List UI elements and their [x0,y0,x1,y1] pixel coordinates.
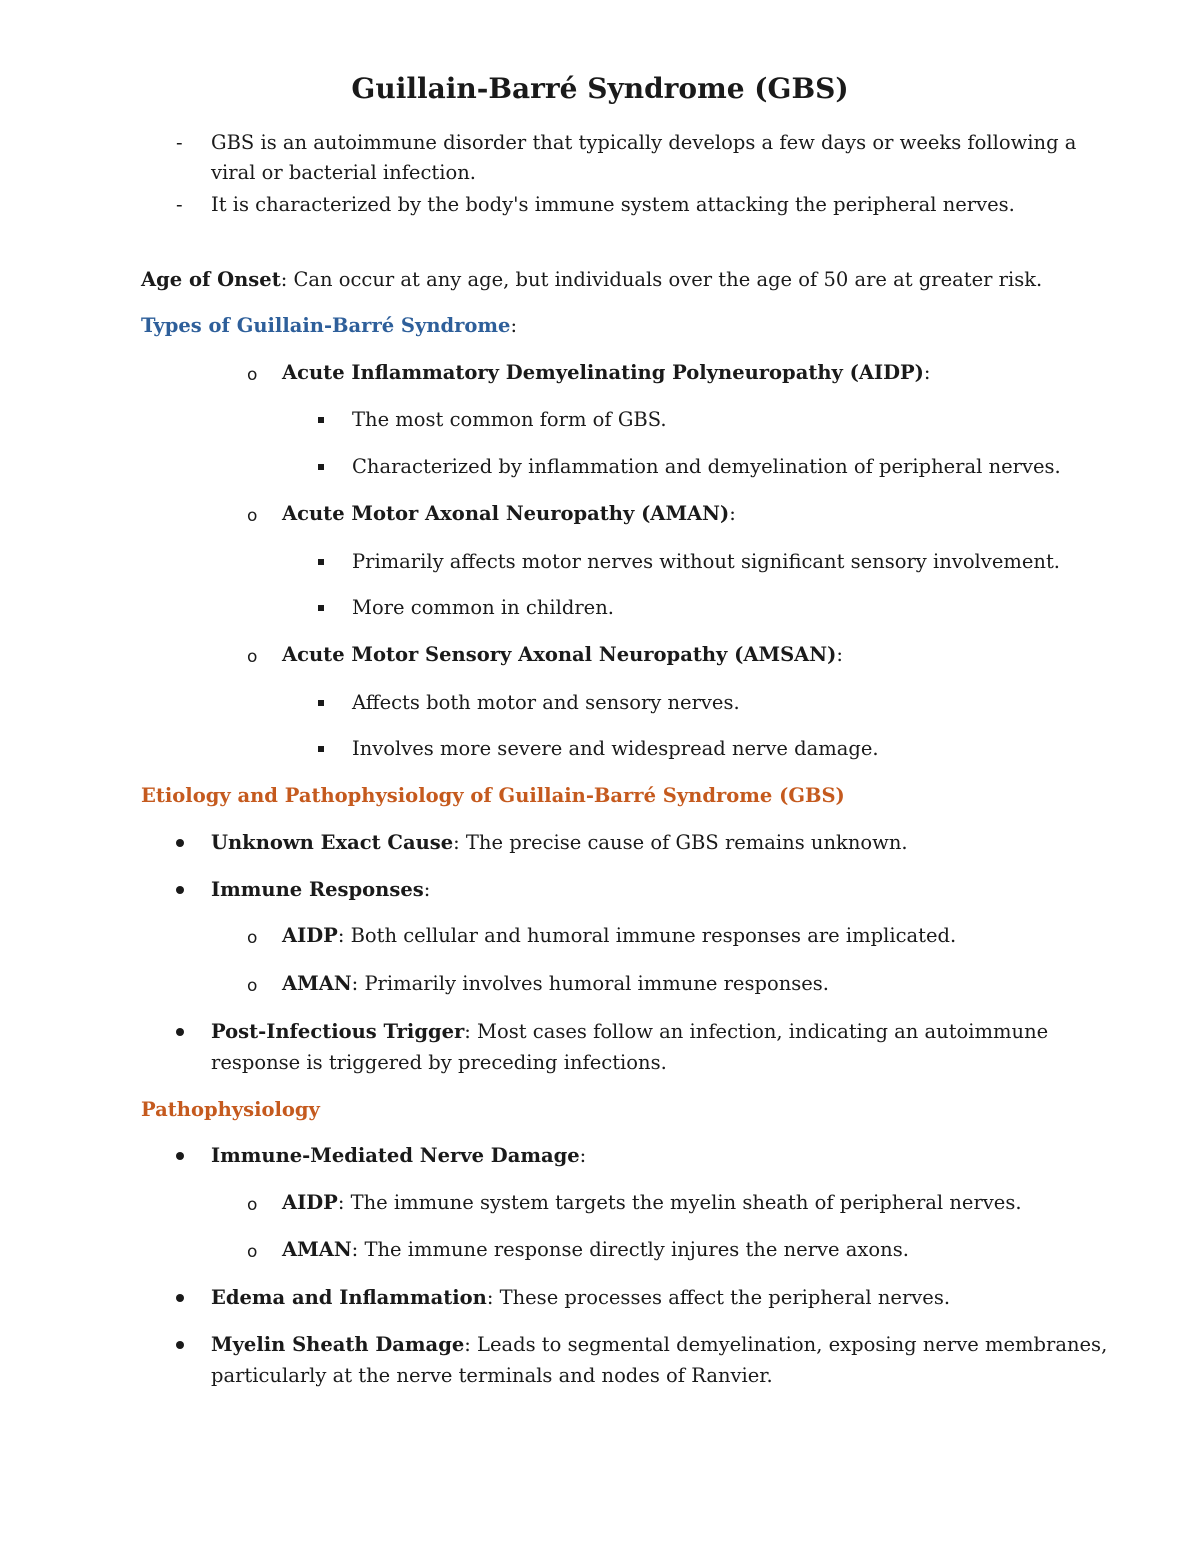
damage-sub-aidp-text: : The immune system targets the myelin sheath of peripheral nerves. [337,1191,1022,1214]
aman-point-2: More common in children. [352,596,614,619]
document-title: Guillain-Barré Syndrome (GBS) [351,72,849,105]
damage-sub-aman-label: AMAN [282,1238,352,1261]
immune-label: Immune Responses [211,878,424,901]
ring-bullet: o [247,976,258,996]
disc-bullet [176,839,184,847]
type-amsan-suffix: : [836,643,843,666]
type-aman-suffix: : [729,502,736,525]
type-amsan [282,640,843,670]
trigger-text: : Most cases follow an infection, indicating an autoimmune [464,1020,1049,1043]
damage-sub-aman-text: : The immune response directly injures the nerve axons. [351,1238,909,1261]
age-label: Age of Onset [141,268,281,291]
square-bullet [318,417,324,423]
edema-text: : These processes affect the peripheral nerves. [486,1286,951,1309]
dash-marker: - [176,131,183,154]
etiology-cause [211,828,908,858]
type-aidp-name: Acute Inflammatory Demyelinating Polyneuropathy (AIDP) [282,361,924,384]
patho-myelin [211,1330,1107,1360]
etiology-heading: Etiology and Pathophysiology of Guillain-Barré Syndrome (GBS) [141,784,845,807]
patho-damage [211,1141,586,1171]
immune-sub-aidp-label: AIDP [282,924,338,947]
trigger-text-2: response is triggered by preceding infections. [211,1051,667,1074]
types-heading-text: Types of Guillain-Barré Syndrome [141,314,511,337]
type-aman [282,499,736,529]
aman-point-1: Primarily affects motor nerves without significant sensory involvement. [352,550,1060,573]
type-amsan-name: Acute Motor Sensory Axonal Neuropathy (AMSAN) [282,643,837,666]
myelin-text-2: particularly at the nerve terminals and nodes of Ranvier. [211,1364,773,1387]
intro-text-1a: GBS is an autoimmune disorder that typically develops a few days or weeks following a [211,131,1077,154]
immune-sub-aman-text: : Primarily involves humoral immune responses. [351,972,830,995]
square-bullet [318,464,324,470]
disc-bullet [176,1152,184,1160]
etiology-trigger [211,1017,1048,1047]
aidp-point-2: Characterized by inflammation and demyelination of peripheral nerves. [352,455,1061,478]
ring-bullet: o [247,365,258,385]
type-aidp-suffix: : [923,361,931,384]
disc-bullet [176,1294,184,1302]
immune-text: : [423,878,431,901]
amsan-point-2: Involves more severe and widespread nerve damage. [352,737,879,760]
immune-sub-aidp-text: : Both cellular and humoral immune responses are implicated. [337,924,957,947]
amsan-point-1: Affects both motor and sensory nerves. [352,691,740,714]
etiology-immune [211,875,430,905]
disc-bullet [176,886,184,894]
intro-text-2: It is characterized by the body's immune system attacking the peripheral nerves. [211,193,1015,216]
type-aman-name: Acute Motor Axonal Neuropathy (AMAN) [282,502,730,525]
square-bullet [318,605,324,611]
types-heading-suffix: : [510,314,518,337]
square-bullet [318,559,324,565]
ring-bullet: o [247,1242,258,1262]
square-bullet [318,746,324,752]
aidp-point-1: The most common form of GBS. [352,408,667,431]
ring-bullet: o [247,647,258,667]
cause-label: Unknown Exact Cause [211,831,454,854]
cause-text: : The precise cause of GBS remains unknown. [453,831,908,854]
age-text: : Can occur at any age, but individuals over the age of 50 are at greater risk. [280,268,1043,291]
immune-sub-aman [282,969,829,999]
ring-bullet: o [247,928,258,948]
damage-text: : [579,1144,587,1167]
damage-sub-aidp [282,1188,1022,1218]
damage-sub-aman [282,1235,909,1265]
immune-sub-aidp [282,921,956,951]
myelin-label: Myelin Sheath Damage [211,1333,465,1356]
trigger-label: Post-Infectious Trigger [211,1020,465,1043]
ring-bullet: o [247,506,258,526]
types-heading [141,311,517,341]
patho-heading: Pathophysiology [141,1098,320,1121]
dash-marker: - [176,193,183,216]
immune-sub-aman-label: AMAN [282,972,352,995]
disc-bullet [176,1341,184,1349]
damage-sub-aidp-label: AIDP [282,1191,338,1214]
edema-label: Edema and Inflammation [211,1286,487,1309]
damage-label: Immune-Mediated Nerve Damage [211,1144,580,1167]
disc-bullet [176,1028,184,1036]
square-bullet [318,700,324,706]
myelin-text: : Leads to segmental demyelination, exposing nerve membranes, [464,1333,1108,1356]
type-aidp [282,358,931,388]
intro-text-1b: viral or bacterial infection. [211,161,476,184]
ring-bullet: o [247,1195,258,1215]
patho-edema [211,1283,950,1313]
age-of-onset [141,265,1042,295]
